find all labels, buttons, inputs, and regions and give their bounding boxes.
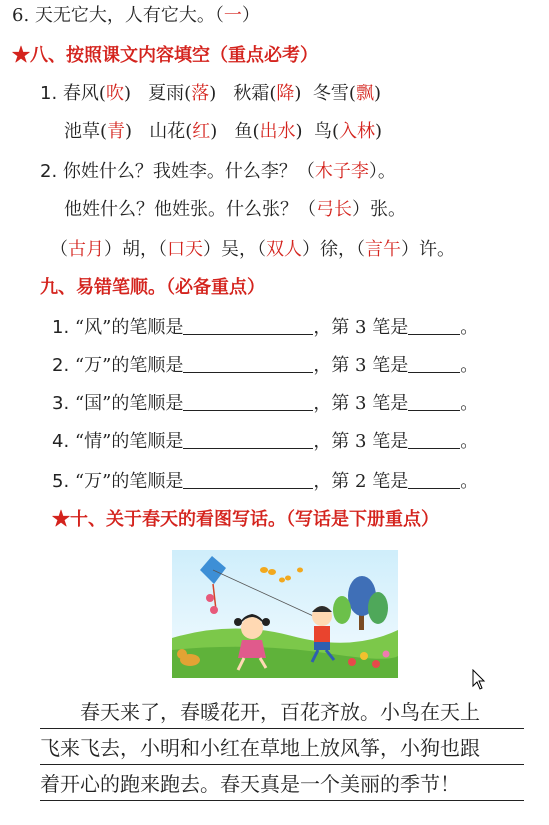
surname-after: ）吴，（ bbox=[203, 239, 266, 260]
surname-after: ）胡，（ bbox=[104, 239, 167, 260]
stroke-mid: ，第 3 笔是 bbox=[313, 431, 409, 452]
fill-2-line-2-answer: 弓长 bbox=[316, 199, 352, 220]
answer-blank[interactable] bbox=[183, 392, 313, 411]
stroke-mid: ，第 3 笔是 bbox=[313, 393, 409, 414]
stroke-number: 3. bbox=[52, 393, 70, 414]
stroke-end: 。 bbox=[460, 471, 479, 492]
word-item: 夏雨(落) bbox=[148, 83, 217, 104]
fill-2-line-2-end: ）张。 bbox=[352, 199, 406, 220]
fill-2-number: 2. bbox=[40, 161, 58, 182]
stroke-number: 5. bbox=[52, 471, 70, 492]
fill-2-line-2 bbox=[64, 198, 406, 222]
question-6-answer: 一 bbox=[223, 5, 242, 26]
word-item: 冬雪(飘) bbox=[312, 83, 381, 104]
essay-line-3: 着开心的跑来跑去。春天真是一个美丽的季节！ bbox=[40, 772, 460, 796]
stroke-mid: ，第 2 笔是 bbox=[313, 471, 409, 492]
fill-2-line-2-text: 他姓什么？他姓张。什么张？（ bbox=[64, 199, 316, 220]
stroke-item bbox=[52, 316, 478, 340]
surname-after: ）许。 bbox=[401, 239, 455, 260]
answer-blank[interactable] bbox=[408, 354, 460, 373]
stroke-char: “万”的笔顺是 bbox=[74, 471, 184, 492]
answer-blank[interactable] bbox=[408, 392, 460, 411]
surname-after: ）徐，（ bbox=[302, 239, 365, 260]
fill-2-line-1 bbox=[40, 160, 396, 184]
stroke-number: 2. bbox=[52, 355, 70, 376]
question-6 bbox=[12, 4, 260, 28]
section-9-title: 九、易错笔顺。（必备重点） bbox=[40, 277, 265, 298]
stroke-item bbox=[52, 470, 478, 494]
answer-blank[interactable] bbox=[183, 470, 313, 489]
answer-blank[interactable] bbox=[408, 470, 460, 489]
stroke-number: 4. bbox=[52, 431, 70, 452]
word-item: 山花(红) bbox=[149, 121, 218, 142]
essay-line-1: 春天来了，春暖花开，百花齐放。小鸟在天上 bbox=[80, 700, 480, 724]
stroke-mid: ，第 3 笔是 bbox=[313, 355, 409, 376]
stroke-end: 。 bbox=[460, 355, 479, 376]
word-item: 春风(吹) bbox=[62, 83, 131, 104]
answer-blank[interactable] bbox=[408, 316, 460, 335]
section-10-heading bbox=[52, 508, 439, 532]
stroke-item bbox=[52, 354, 478, 378]
fill-2-line-1-end: ）。 bbox=[368, 161, 396, 182]
fill-2-line-1-text: 你姓什么？我姓李。什么李？（ bbox=[62, 161, 315, 182]
stroke-char: “国”的笔顺是 bbox=[74, 393, 184, 414]
star-icon: ★ bbox=[52, 509, 70, 530]
fill-1-row-1 bbox=[40, 82, 381, 106]
stroke-end: 。 bbox=[460, 431, 479, 452]
stroke-char: “风”的笔顺是 bbox=[74, 317, 184, 338]
stroke-end: 。 bbox=[460, 317, 479, 338]
stroke-item bbox=[52, 392, 478, 416]
mouse-cursor-icon bbox=[472, 669, 486, 691]
star-icon: ★ bbox=[12, 45, 30, 66]
section-10-title: 十、关于春天的看图写话。（写话是下册重点） bbox=[70, 509, 439, 530]
section-8-title: 八、按照课文内容填空（重点必考） bbox=[30, 45, 318, 66]
fill-2-line-1-answer: 木子李 bbox=[314, 161, 369, 182]
question-6-close: ） bbox=[241, 5, 260, 26]
answer-blank[interactable] bbox=[183, 354, 313, 373]
stroke-mid: ，第 3 笔是 bbox=[313, 317, 409, 338]
surname-answer: 口天 bbox=[167, 239, 203, 260]
spring-kite-illustration bbox=[172, 550, 398, 678]
answer-blank[interactable] bbox=[183, 316, 313, 335]
answer-blank[interactable] bbox=[408, 430, 460, 449]
stroke-item bbox=[52, 430, 478, 454]
stroke-char: “万”的笔顺是 bbox=[74, 355, 184, 376]
fill-2-line-3 bbox=[50, 238, 455, 262]
word-item: 池草(青) bbox=[64, 121, 133, 142]
surname-answer: 言午 bbox=[365, 239, 401, 260]
fill-1-number: 1. bbox=[40, 83, 58, 104]
stroke-end: 。 bbox=[460, 393, 479, 414]
section-8-heading bbox=[12, 44, 318, 68]
surname-answer: 古月 bbox=[68, 239, 104, 260]
section-9-heading bbox=[40, 276, 265, 300]
stroke-number: 1. bbox=[52, 317, 70, 338]
paren-open: （ bbox=[50, 239, 68, 260]
word-item: 鸟(入林) bbox=[313, 121, 383, 142]
essay-line-2: 飞来飞去，小明和小红在草地上放风筝，小狗也跟 bbox=[40, 736, 480, 760]
word-item: 秋霜(降) bbox=[233, 83, 302, 104]
surname-answer: 双人 bbox=[266, 239, 302, 260]
question-6-text: 6. 天无它大，人有它大。（ bbox=[12, 5, 224, 26]
fill-1-row-2 bbox=[64, 120, 382, 144]
word-item: 鱼(出水) bbox=[234, 121, 303, 142]
answer-blank[interactable] bbox=[183, 430, 313, 449]
stroke-char: “情”的笔顺是 bbox=[74, 431, 184, 452]
